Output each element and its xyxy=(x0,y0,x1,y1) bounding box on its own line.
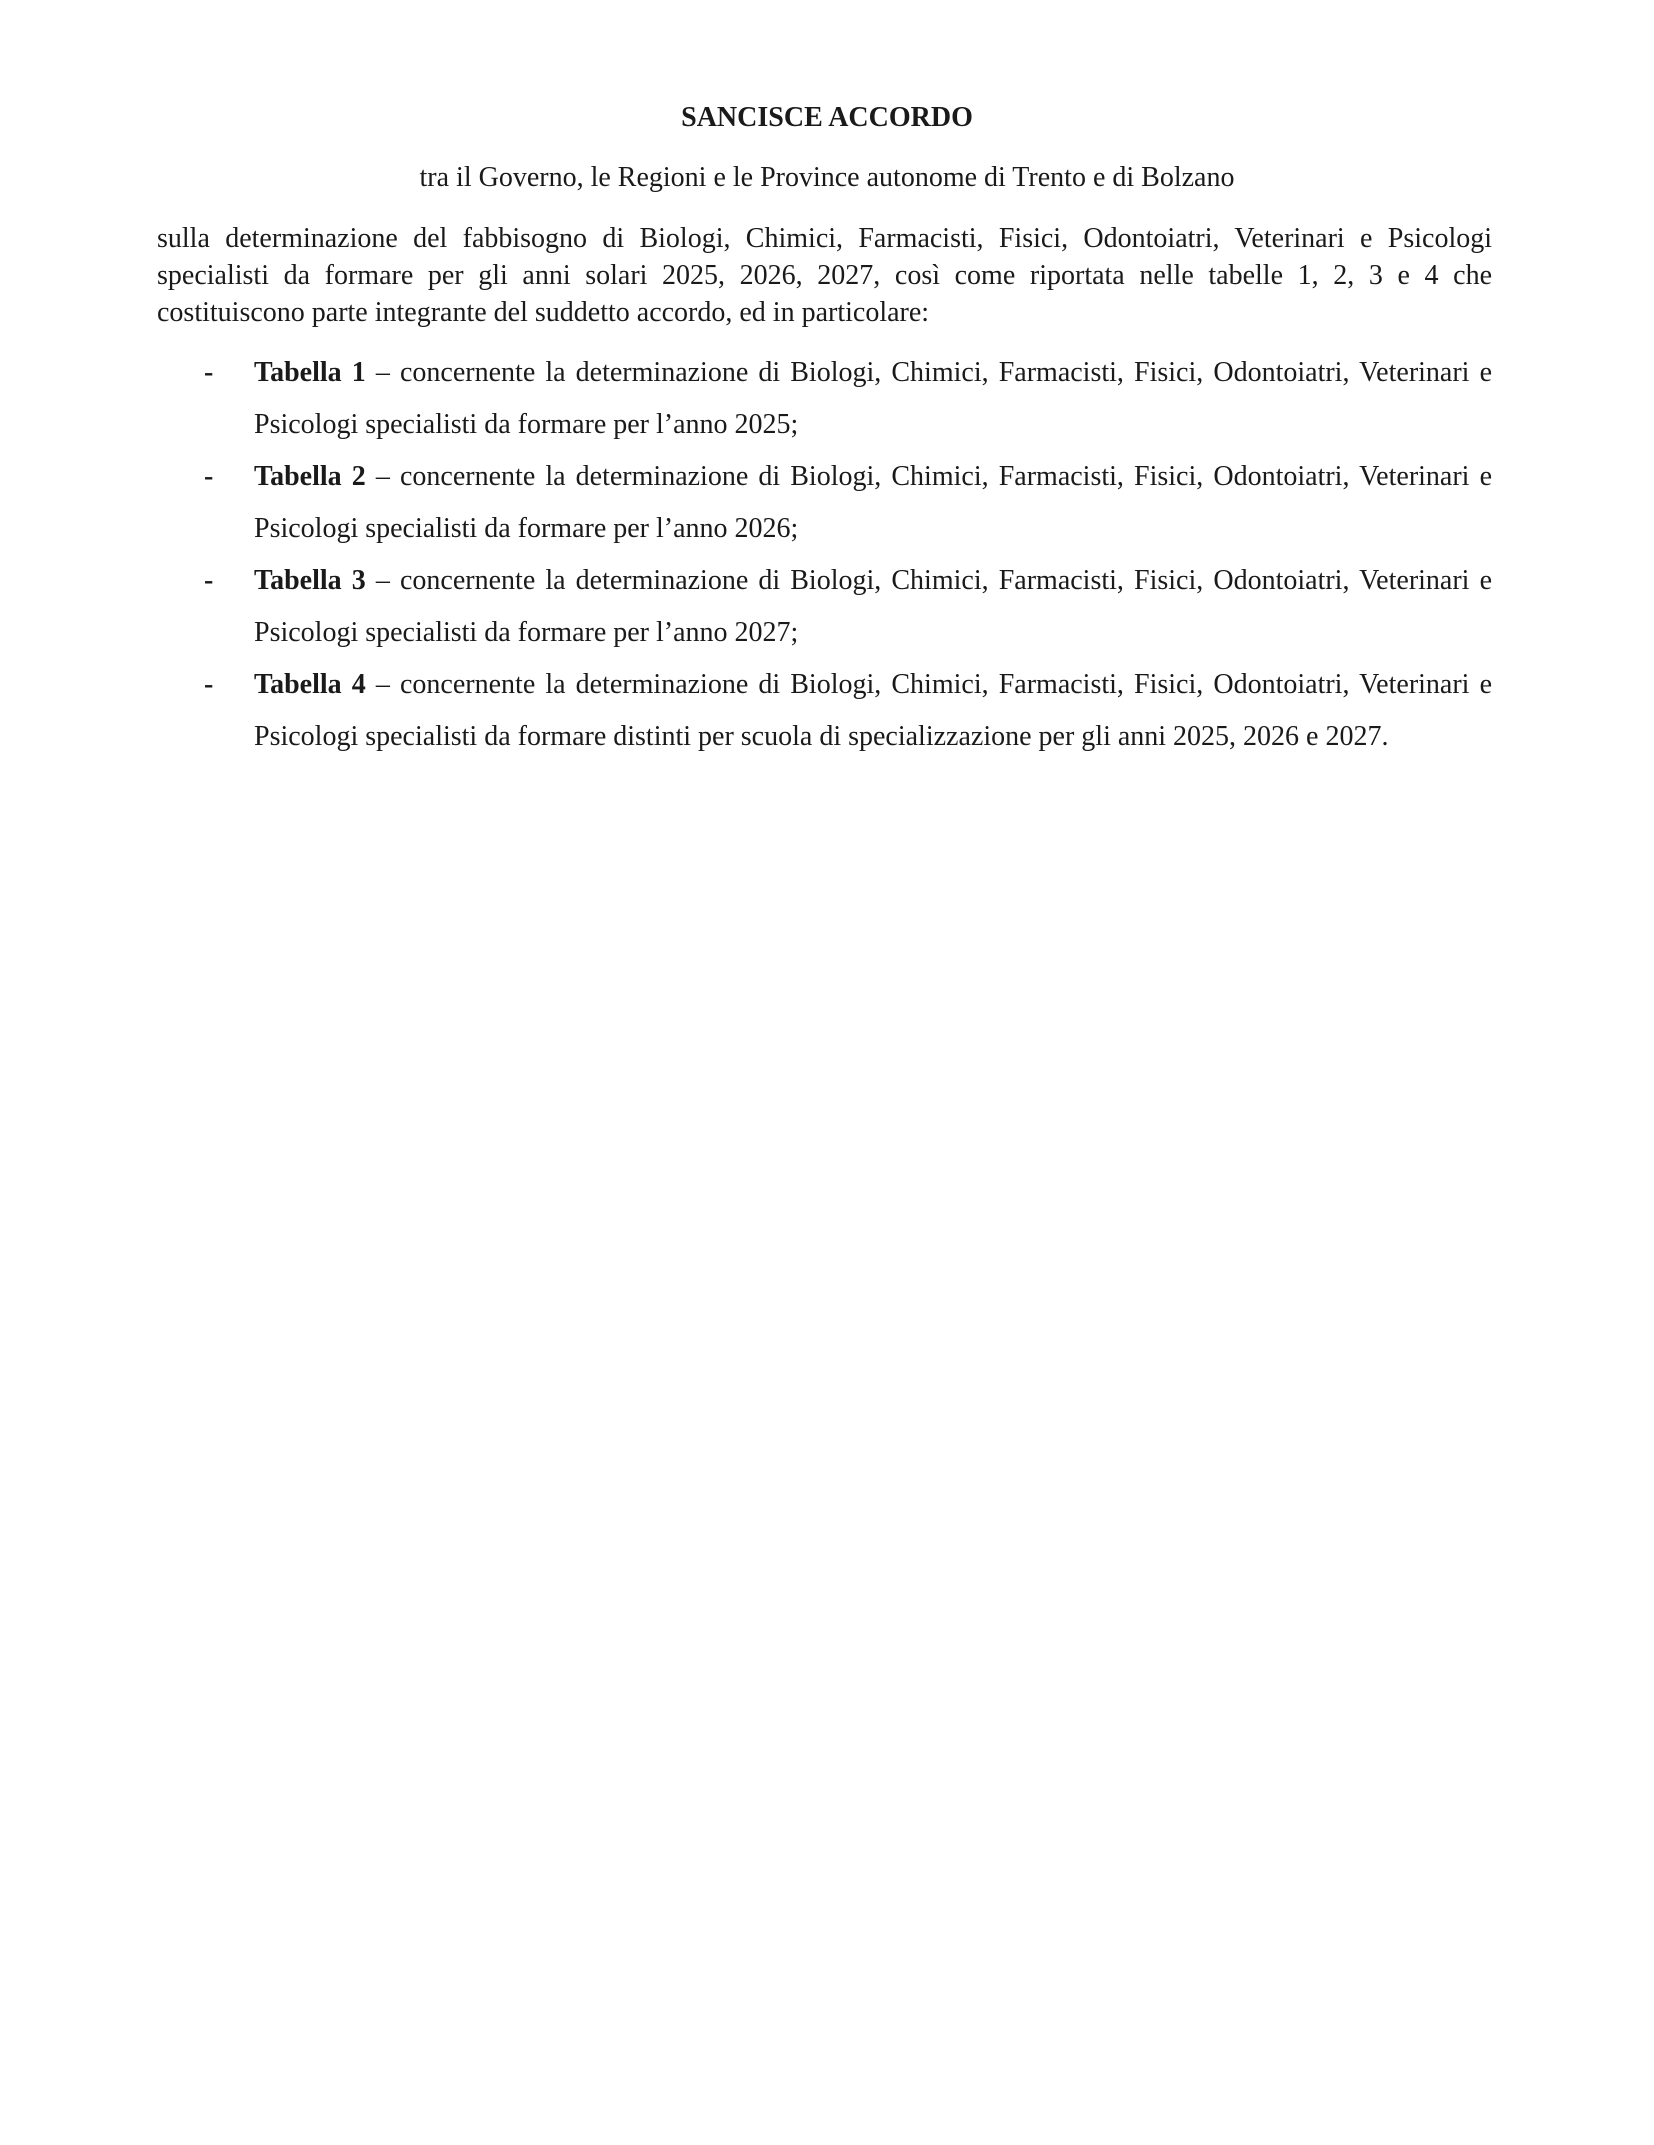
table-label: Tabella 4 xyxy=(254,669,366,700)
table-label: Tabella 3 xyxy=(254,565,366,596)
table-label: Tabella 1 xyxy=(254,357,366,388)
table-description: – concernente la determinazione di Biologi, Chimici, Farmacisti, Fisici, Odontoiatri, Veterinari e Psicologi specialisti da formare per l’anno 2025; xyxy=(254,357,1492,440)
list-bullet: - xyxy=(204,461,214,492)
list-bullet: - xyxy=(204,669,214,700)
table-label: Tabella 2 xyxy=(254,461,366,492)
table-description: – concernente la determinazione di Biologi, Chimici, Farmacisti, Fisici, Odontoiatri, Veterinari e Psicologi specialisti da formare distinti per scuola di specializzazione per gli anni 2025, 2026 e 2027. xyxy=(254,669,1492,752)
list-item xyxy=(157,555,1492,659)
table-description: – concernente la determinazione di Biologi, Chimici, Farmacisti, Fisici, Odontoiatri, Veterinari e Psicologi specialisti da formare per l’anno 2026; xyxy=(254,461,1492,544)
document-subheading: tra il Governo, le Regioni e le Province autonome di Trento e di Bolzano xyxy=(419,162,1235,193)
tables-list xyxy=(157,347,1492,763)
list-item xyxy=(157,347,1492,451)
list-item xyxy=(157,451,1492,555)
table-description: – concernente la determinazione di Biologi, Chimici, Farmacisti, Fisici, Odontoiatri, Veterinari e Psicologi specialisti da formare per l’anno 2027; xyxy=(254,565,1492,648)
intro-paragraph: sulla determinazione del fabbisogno di Biologi, Chimici, Farmacisti, Fisici, Odontoiatri, Veterinari e Psicologi specialisti da formare per gli anni solari 2025, 2026, 2027, così come riportata nelle tabelle 1, 2, 3 e 4 che costituiscono parte integrante del suddetto accordo, ed in particolare: xyxy=(157,223,1492,328)
list-item xyxy=(157,659,1492,763)
document-heading: SANCISCE ACCORDO xyxy=(681,102,973,133)
list-bullet: - xyxy=(204,565,214,596)
list-bullet: - xyxy=(204,357,214,388)
